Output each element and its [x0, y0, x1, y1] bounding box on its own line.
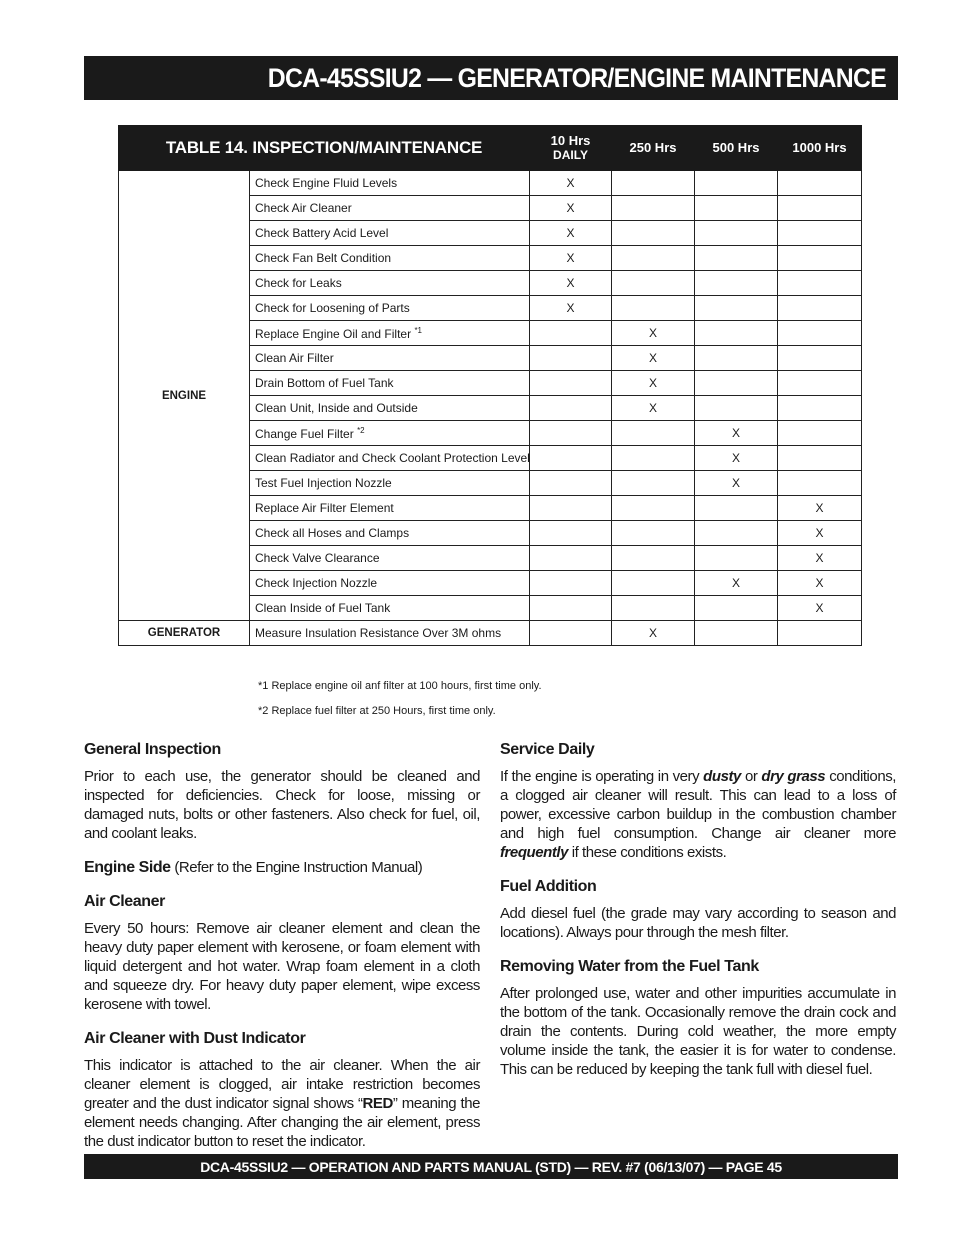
interval-mark-h500	[695, 496, 778, 521]
task-cell	[250, 446, 530, 471]
task-cell	[250, 496, 530, 521]
task-cell	[250, 546, 530, 571]
general-inspection-heading: General Inspection	[84, 741, 221, 758]
service-text-or: or	[740, 768, 762, 785]
interval-mark-h500	[695, 296, 778, 321]
task-label: Check for Leaks	[255, 276, 342, 290]
interval-mark-h250: X	[612, 621, 695, 646]
task-label: Check Engine Fluid Levels	[255, 176, 398, 190]
left-column	[84, 740, 480, 1166]
col-header-10hrs-line1: 10 Hrs	[550, 133, 591, 148]
interval-mark-h1000: X	[778, 521, 862, 546]
interval-mark-h1000	[778, 196, 862, 221]
task-cell	[250, 246, 530, 271]
task-label: Change Fuel Filter	[255, 426, 354, 441]
task-cell	[250, 271, 530, 296]
task-label: Check Fan Belt Condition	[255, 251, 392, 265]
interval-mark-h10: X	[530, 221, 612, 246]
col-header-250hrs: 250 Hrs	[612, 126, 695, 171]
interval-mark-h1000	[778, 346, 862, 371]
task-label: Check Injection Nozzle	[255, 576, 378, 590]
task-label: Test Fuel Injection Nozzle	[255, 476, 392, 490]
red-keyword: RED	[362, 1095, 393, 1112]
task-cell	[250, 196, 530, 221]
page-footer	[84, 1154, 898, 1179]
interval-mark-h10	[530, 571, 612, 596]
interval-mark-h1000	[778, 171, 862, 196]
interval-mark-h500	[695, 221, 778, 246]
footnote-marker: *1	[414, 325, 422, 335]
interval-mark-h250: X	[612, 371, 695, 396]
interval-mark-h500	[695, 371, 778, 396]
task-cell	[250, 296, 530, 321]
interval-mark-h250	[612, 271, 695, 296]
interval-mark-h1000	[778, 471, 862, 496]
interval-mark-h500	[695, 321, 778, 346]
maintenance-table	[118, 125, 862, 646]
task-label: Measure Insulation Resistance Over 3M ohms	[250, 621, 530, 646]
service-daily-heading: Service Daily	[500, 741, 595, 758]
interval-mark-h10: X	[530, 246, 612, 271]
interval-mark-h10	[530, 346, 612, 371]
task-cell	[250, 471, 530, 496]
dusty-keyword: dusty	[703, 768, 741, 785]
interval-mark-h1000	[778, 221, 862, 246]
general-inspection-text: Prior to each use, the generator should be cleaned and inspected for deficiencies. Check for loose, missing or damaged nuts, bolts or other fasteners. Also check for fuel, oil, and coolant leaks.	[84, 768, 480, 842]
interval-mark-h250	[612, 471, 695, 496]
service-text-a: If the engine is operating in very	[500, 768, 704, 785]
interval-mark-h1000	[778, 371, 862, 396]
service-text-b: conditions, a clogged air cleaner will result. This can lead to a loss of power, excessive carbon buildup in the combustion chamber and high fuel consumption. Change air cleaner more	[500, 768, 896, 842]
dry-grass-keyword: dry grass	[761, 768, 826, 785]
interval-mark-h500	[695, 246, 778, 271]
dust-text-a: This indicator is attached to the air cleaner. When the air cleaner element is clogged, air intake restriction becomes greater and the dust indicator signal shows “	[84, 1057, 480, 1112]
task-label: Clean Air Filter	[255, 351, 334, 365]
interval-mark-h250	[612, 496, 695, 521]
interval-mark-h1000	[778, 246, 862, 271]
interval-mark-h10: X	[530, 171, 612, 196]
interval-mark-h10	[530, 596, 612, 621]
engine-side-note: (Refer to the Engine Instruction Manual)	[170, 859, 423, 876]
interval-mark-h250	[612, 546, 695, 571]
interval-mark-h10	[530, 371, 612, 396]
col-header-1000hrs: 1000 Hrs	[778, 126, 862, 171]
interval-mark-h500	[695, 396, 778, 421]
dust-text-b: ” meaning the element needs changing. After changing the air element, press the dust indicator button to reset the indicator.	[84, 1095, 480, 1150]
task-cell	[250, 321, 530, 346]
interval-mark-h1000	[778, 621, 862, 646]
interval-mark-h10	[530, 396, 612, 421]
interval-mark-h10: X	[530, 296, 612, 321]
task-label: Check Air Cleaner	[255, 201, 352, 215]
interval-mark-h10	[530, 521, 612, 546]
interval-mark-h250	[612, 596, 695, 621]
interval-mark-h10: X	[530, 271, 612, 296]
interval-mark-h1000	[778, 446, 862, 471]
table-row	[119, 171, 862, 196]
footnotes	[258, 674, 542, 724]
task-cell	[250, 346, 530, 371]
interval-mark-h10: X	[530, 196, 612, 221]
interval-mark-h500: X	[695, 471, 778, 496]
interval-mark-h10	[530, 321, 612, 346]
footnote-1: *1 Replace engine oil anf filter at 100 hours, first time only.	[258, 680, 542, 692]
interval-mark-h1000	[778, 421, 862, 446]
task-label: Clean Inside of Fuel Tank	[255, 601, 391, 615]
task-cell	[250, 371, 530, 396]
task-label: Check all Hoses and Clamps	[255, 526, 410, 540]
dust-indicator-text	[84, 1056, 480, 1151]
interval-mark-h1000: X	[778, 571, 862, 596]
interval-mark-h10	[530, 471, 612, 496]
footnote-marker: *2	[357, 425, 365, 435]
frequently-keyword: frequently	[500, 844, 569, 861]
removing-water-text: After prolonged use, water and other impurities accumulate in the bottom of the tank. Occasionally remove the drain cock and drain the contents. During cold weather, the more empty volume inside the tank, the easier it is for water to condense. This can be reduced by keeping the tank full with diesel fuel.	[500, 985, 896, 1078]
interval-mark-h250	[612, 171, 695, 196]
task-label: Drain Bottom of Fuel Tank	[255, 376, 394, 390]
interval-mark-h1000	[778, 296, 862, 321]
engine-side-line	[84, 858, 480, 877]
task-cell	[250, 221, 530, 246]
interval-mark-h500	[695, 621, 778, 646]
interval-mark-h500	[695, 271, 778, 296]
interval-mark-h1000	[778, 396, 862, 421]
task-label: Clean Unit, Inside and Outside	[255, 401, 418, 415]
task-cell	[250, 521, 530, 546]
task-cell	[250, 396, 530, 421]
interval-mark-h500: X	[695, 446, 778, 471]
interval-mark-h250	[612, 446, 695, 471]
interval-mark-h500	[695, 346, 778, 371]
table-title: TABLE 14. INSPECTION/MAINTENANCE	[119, 126, 530, 171]
interval-mark-h250	[612, 221, 695, 246]
interval-mark-h500: X	[695, 571, 778, 596]
interval-mark-h1000	[778, 271, 862, 296]
interval-mark-h250	[612, 521, 695, 546]
interval-mark-h1000: X	[778, 546, 862, 571]
col-header-500hrs: 500 Hrs	[695, 126, 778, 171]
task-cell	[250, 571, 530, 596]
task-label: Replace Engine Oil and Filter	[255, 326, 412, 341]
interval-mark-h500	[695, 171, 778, 196]
table-header-row	[119, 126, 862, 171]
interval-mark-h250: X	[612, 396, 695, 421]
interval-mark-h500	[695, 546, 778, 571]
interval-mark-h250	[612, 421, 695, 446]
interval-mark-h500	[695, 521, 778, 546]
page-title: DCA-45SSIU2 — GENERATOR/ENGINE MAINTENANCE	[267, 62, 886, 93]
fuel-addition-text: Add diesel fuel (the grade may vary according to season and locations). Always pour through the mesh filter.	[500, 905, 896, 941]
engine-category-label: ENGINE	[119, 171, 250, 621]
interval-mark-h250: X	[612, 346, 695, 371]
interval-mark-h500: X	[695, 421, 778, 446]
service-daily-text	[500, 767, 896, 862]
task-label: Check for Loosening of Parts	[255, 301, 410, 315]
interval-mark-h500	[695, 596, 778, 621]
interval-mark-h10	[530, 421, 612, 446]
removing-water-heading: Removing Water from the Fuel Tank	[500, 958, 759, 975]
footnote-2: *2 Replace fuel filter at 250 Hours, first time only.	[258, 705, 496, 717]
col-header-10hrs	[530, 126, 612, 171]
dust-indicator-heading: Air Cleaner with Dust Indicator	[84, 1030, 306, 1047]
table-row-generator	[119, 621, 862, 646]
task-label: Clean Radiator and Check Coolant Protection Level	[255, 451, 530, 465]
interval-mark-h250	[612, 246, 695, 271]
engine-side-heading: Engine Side	[84, 859, 171, 876]
interval-mark-h10	[530, 546, 612, 571]
task-cell	[250, 596, 530, 621]
task-label: Replace Air Filter Element	[255, 501, 394, 515]
interval-mark-h500	[695, 196, 778, 221]
right-column	[500, 740, 896, 1094]
interval-mark-h250	[612, 571, 695, 596]
footer-text: DCA-45SSIU2 — OPERATION AND PARTS MANUAL (STD) — REV. #7 (06/13/07) — PAGE 45	[200, 1158, 782, 1175]
interval-mark-h10	[530, 621, 612, 646]
task-cell	[250, 171, 530, 196]
task-label: Check Battery Acid Level	[255, 226, 389, 240]
interval-mark-h250: X	[612, 321, 695, 346]
interval-mark-h1000: X	[778, 496, 862, 521]
interval-mark-h250	[612, 296, 695, 321]
task-label: Check Valve Clearance	[255, 551, 380, 565]
interval-mark-h10	[530, 446, 612, 471]
page-title-bar	[84, 56, 898, 100]
interval-mark-h10	[530, 496, 612, 521]
generator-category-label: GENERATOR	[119, 621, 250, 646]
service-text-c: if these conditions exists.	[568, 844, 727, 861]
col-header-10hrs-line2: DAILY	[553, 148, 588, 162]
air-cleaner-text: Every 50 hours: Remove air cleaner element and clean the heavy duty paper element with kerosene, or foam element with liquid detergent and hot water. Wrap foam element in a cloth and squeeze dry. For heavy duty paper element, wipe excess kerosene with towel.	[84, 920, 480, 1013]
interval-mark-h250	[612, 196, 695, 221]
air-cleaner-heading: Air Cleaner	[84, 893, 165, 910]
task-cell	[250, 421, 530, 446]
interval-mark-h1000: X	[778, 596, 862, 621]
interval-mark-h1000	[778, 321, 862, 346]
fuel-addition-heading: Fuel Addition	[500, 878, 597, 895]
